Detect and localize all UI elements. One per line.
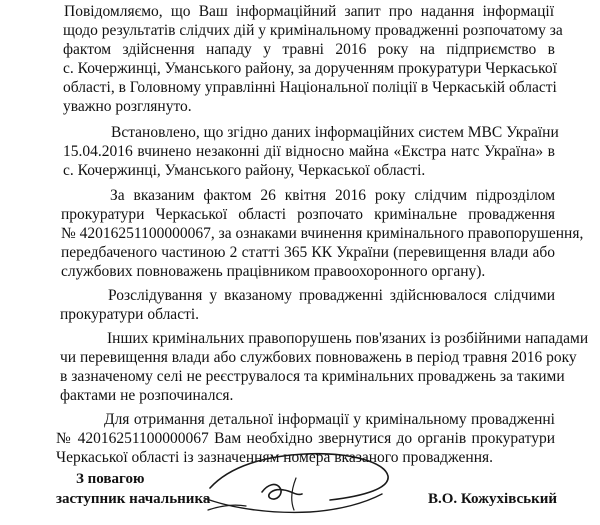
p5-line-1: Інших кримінальних правопорушень пов'язаних із розбійними нападами: [107, 330, 589, 347]
p2-line-2: 15.04.2016 вчинено незаконні дії відносно майна «Екстра натс Україна» в: [63, 143, 555, 160]
p1-line-5: області, в Головному управлінні Національної поліції в Черкаській області: [63, 79, 557, 96]
p5-line-4: фактами не розпочинался.: [60, 387, 234, 404]
p3-line-5: службових повноважень працівником правоохоронного органу).: [61, 263, 486, 280]
p1-line-4: с. Кочержинці, Уманського району, за дорученням прокуратури Черкаської: [63, 60, 557, 77]
p2-line-3: с. Кочержинці, Уманського району, Черкаської області.: [63, 162, 426, 179]
handwritten-signature: [200, 448, 400, 523]
p6-line-1: Для отримання детальної інформації у кримінальному провадженні: [104, 411, 555, 428]
signer-name: В.О. Кожухівський: [428, 491, 558, 507]
p3-line-2: прокуратури Черкаської області розпочато кримінальне провадження: [61, 206, 555, 223]
p5-line-2: чи перевищення влади або службових повноважень в період травня 2016 року: [60, 349, 577, 366]
p3-line-1: За вказаним фактом 26 квітня 2016 року слідчим підрозділом: [110, 187, 555, 204]
p1-line-3: фактом здійснення нападу у травні 2016 року на підприємство в: [63, 41, 555, 58]
p5-line-3: в зазначеному селі не реєструвалося та кримінальних проваджень за такими: [60, 368, 565, 385]
p1-line-1: Повідомляємо, що Ваш інформаційний запит про надання інформації: [64, 3, 554, 20]
p6-line-2: № 42016251100000067 Вам необхідно звернутися до органів прокуратури: [56, 430, 555, 447]
p2-line-1: Встановлено, що згідно даних інформаційних систем МВС України: [111, 124, 559, 141]
p1-line-2: щодо результатів слідчих дій у кримінальному провадженні розпочатому за: [63, 22, 563, 39]
p1-line-6: уважно розглянуто.: [63, 98, 192, 115]
p4-line-2: прокуратури області.: [60, 306, 200, 323]
closing-position: заступник начальника: [56, 491, 211, 507]
p3-line-4: передбаченого частиною 2 статті 365 КК України (перевищення влади або: [61, 244, 555, 261]
p4-line-1: Розслідування у вказаному провадженні здійснювалося слідчими: [108, 287, 555, 304]
p3-line-3: № 42016251100000067, за ознаками вчинення кримінального правопорушення,: [61, 225, 584, 242]
p6-line-3: Черкаської області із зазначенням номера вказаного провадження.: [56, 449, 493, 466]
closing-regards: З повагою: [76, 471, 145, 487]
